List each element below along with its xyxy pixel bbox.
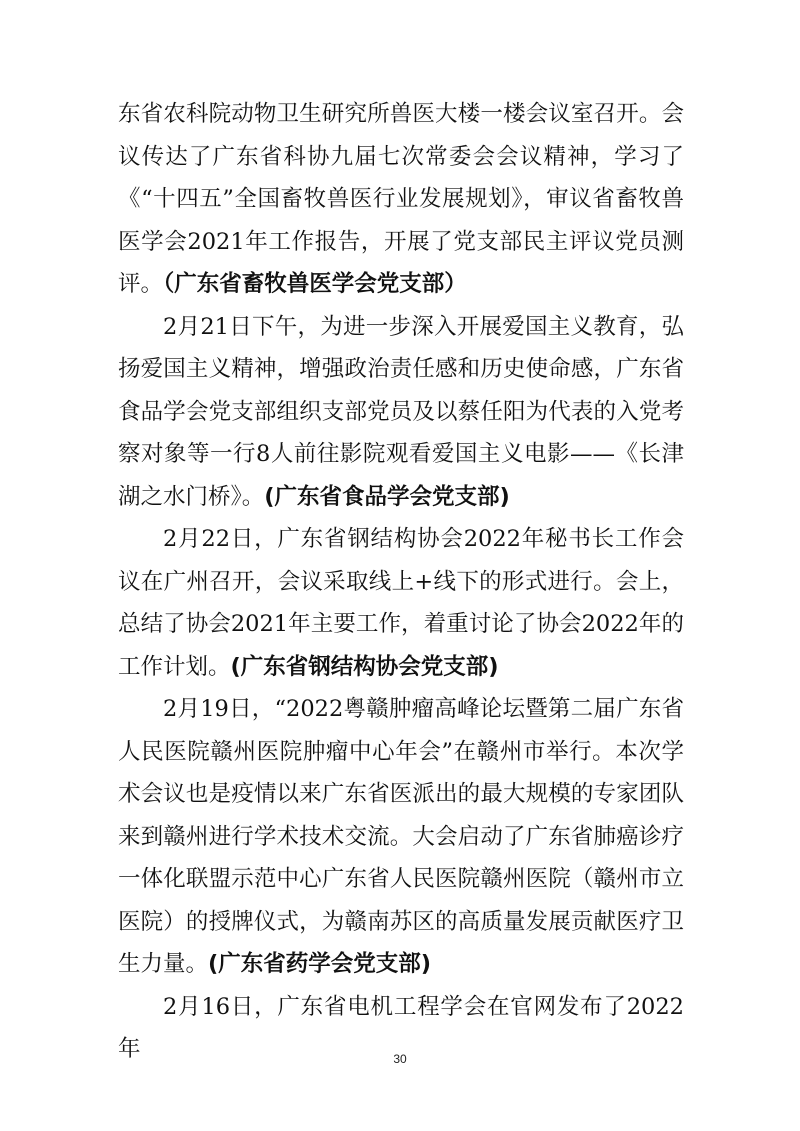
paragraph-text: 2月19日，“2022粤赣肿瘤高峰论坛暨第二届广东省人民医院赣州医院肿瘤中心年会”在赣州市举行。本次学术会议也是疫情以来广东省医派出的最大规模的专家团队来到赣州进行学术技术交流。大会启动了广东省肺癌诊疗一体化联盟示范中心广东省人民医院赣州医院（赣州市立医院）的授牌仪式，为赣南苏区的高质量发展贡献医疗卫生力量。 [118, 696, 684, 977]
paragraph-source: （广东省畜牧兽医学会党支部） [163, 271, 467, 297]
page-number: 30 [393, 1052, 407, 1066]
paragraph-source: (广东省食品学会党支部) [264, 483, 510, 510]
paragraph-text: 东省农科院动物卫生研究所兽医大楼一楼会议室召开。会议传达了广东省科协九届七次常委会会议精神，学习了《“十四五”全国畜牧兽医行业发展规划》，审议省畜牧兽医学会2021年工作报告，开展了党支部民主评议党员测评。 [118, 101, 684, 297]
paragraph-source: (广东省钢结构协会党支部) [230, 653, 499, 680]
paragraph-source: (广东省药学会党支部) [208, 951, 432, 977]
paragraph-text: 2月16日，广东省电机工程学会在官网发布了2022年 [118, 993, 684, 1062]
paragraph-text: 2月21日下午，为进一步深入开展爱国主义教育，弘扬爱国主义精神，增强政治责任感和历史使命感，广东省食品学会党支部组织支部党员及以蔡任阳为代表的入党考察对象等一行8人前往影院观看爱国主义电影——《长津湖之水门桥》。 [118, 313, 684, 510]
paragraph-text: 2月22日，广东省钢结构协会2022年秘书长工作会议在广州召开，会议采取线上+线下的形式进行。会上，总结了协会2021年主要工作，着重讨论了协会2022年的工作计划。 [118, 526, 684, 680]
paragraph [118, 688, 684, 986]
document-body [118, 93, 684, 1071]
paragraph [118, 518, 684, 688]
paragraph [118, 306, 684, 519]
paragraph-continuation [118, 93, 684, 306]
